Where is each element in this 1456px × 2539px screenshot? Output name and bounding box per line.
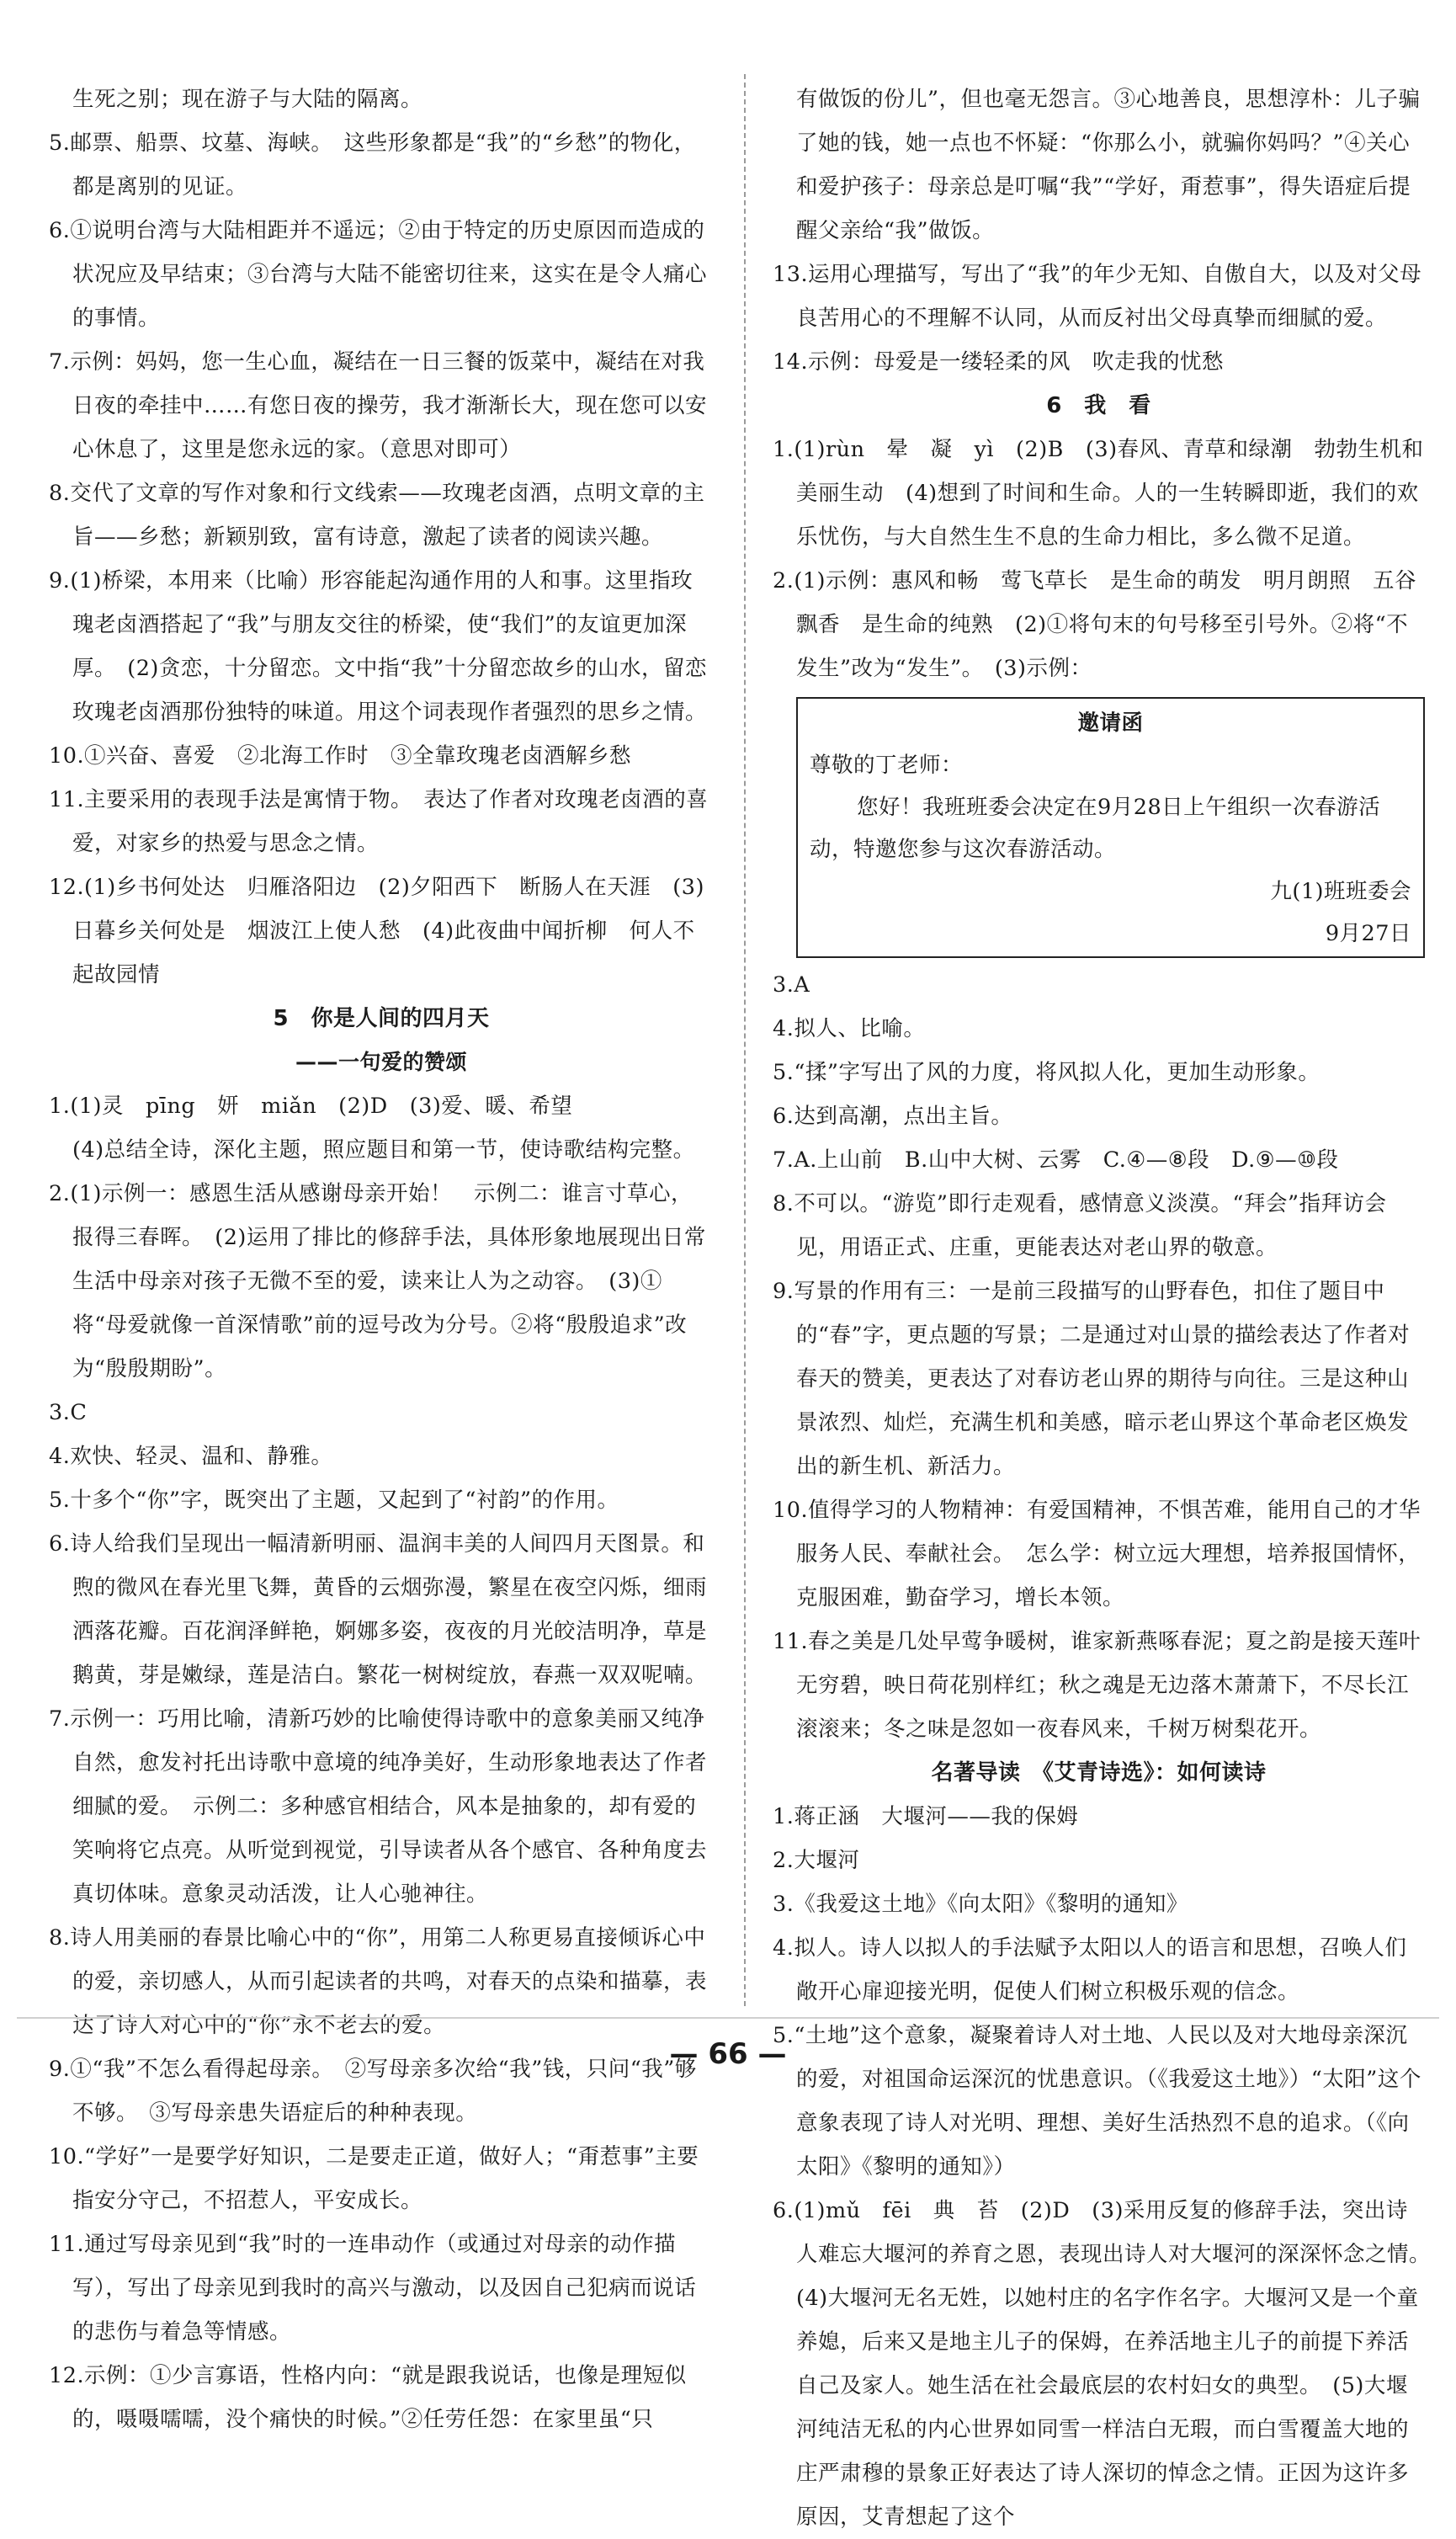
answer-line: 5.“揉”字写出了风的力度，将风拟人化，更加生动形象。 bbox=[773, 1060, 1320, 1085]
answer-line: 6.①说明台湾与大陆相距并不遥远；②由于特定的历史原因而造成的状况应及早结束；③台湾与大陆不能密切往来，这实在是令人痛心的事情。 bbox=[49, 218, 708, 331]
answer-line: 2.(1)示例：惠风和畅 莺飞草长 是生命的萌发 明月朗照 五谷飘香 是生命的纯熟 (2)①将句末的句号移至引号外。②将“不发生”改为“发生”。 (3)示例： bbox=[773, 568, 1416, 681]
answer-line: 4.拟人、比喻。 bbox=[773, 1016, 926, 1041]
section-subheading-5: ——一句爱的赞颂 bbox=[295, 1050, 467, 1074]
answer-line: 11.春之美是几处早莺争暖树，谁家新燕啄春泥；夏之韵是接天莲叶无穷碧，映日荷花别样红；秋之魂是无边落木萧萧下，不尽长江滚滚来；冬之味是忽如一夜春风来，千树万树梨花开。 bbox=[773, 1629, 1421, 1742]
answer-line: 3.C bbox=[49, 1400, 88, 1425]
answer-line: 4.拟人。诗人以拟人的手法赋予太阳以人的语言和思想，召唤人们敞开心扉迎接光明，促使人们树立积极乐观的信念。 bbox=[773, 1935, 1407, 2004]
answer-line: 有做饭的份儿”，但也毫无怨言。③心地善良，思想淳朴：儿子骗了她的钱，她一点也不怀疑：“你那么小，就骗你妈吗？”④关心和爱护孩子：母亲总是叮嘱“我”“学好，甭惹事”，得失语症后提醒父亲给“我”做饭。 bbox=[796, 87, 1421, 243]
answer-line: 1.(1)灵 pīng 妍 miǎn (2)D (3)爱、暖、希望 bbox=[49, 1094, 573, 1119]
answer-line: 生死之别；现在游子与大陆的隔离。 bbox=[72, 87, 423, 112]
answer-line: 6.(1)mǔ fēi 典 苔 (2)D (3)采用反复的修辞手法，突出诗人难忘大堰河的养育之恩，表现出诗人对大堰河的深深怀念之情。 (4)大堰河无名无姓，以她村庄的名字作名字。大堰河又是一个童养媳，后来又是地主儿子的保姆，在养活地主儿子的前提下养活自己及家人。她生活在社会最底层的农村妇女的典型。 (5)大堰河纯洁无私的内心世界如同雪一样洁白无瑕，而白雪覆盖大地的庄严肃穆的景象正好表达了诗人深切的悼念之情。正因为这许多原因，艾青想起了这个 bbox=[773, 2198, 1443, 2530]
answer-line: 7.示例：妈妈，您一生心血，凝结在一日三餐的饭菜中，凝结在对我日夜的牵挂中……有您日夜的操劳，我才渐渐长大，现在您可以安心休息了，这里是您永远的家。（意思对即可） bbox=[49, 349, 708, 462]
section-heading-reading-guide: 名著导读 《艾青诗选》：如何读诗 bbox=[931, 1760, 1267, 1786]
answer-line: 7.示例一：巧用比喻，清新巧妙的比喻使得诗歌中的意象美丽又纯净自然，愈发衬托出诗歌中意境的纯净美好，生动形象地表达了作者细腻的爱。 示例二：多种感官相结合，风本是抽象的，却有爱的笑响将它点亮。从听觉到视觉，引导读者从各个感官、各种角度去真切体味。意象灵动活泼，让人心驰神往。 bbox=[49, 1706, 708, 1907]
left-answers-section-5 bbox=[49, 1084, 714, 2441]
answer-line: 1.蒋正涵 大堰河——我的保姆 bbox=[773, 1804, 1079, 1829]
answer-line: 9.写景的作用有三：一是前三段描写的山野春色，扣住了题目中的“春”字，更点题的写景；二是通过对山景的描绘表达了作者对春天的赞美，更表达了对春访老山界的期待与向往。三是这种山景浓烈、灿烂，充满生机和美感，暗示老山界这个革命老区焕发出的新生机、新活力。 bbox=[773, 1279, 1411, 1479]
answer-line: 5.“土地”这个意象，凝聚着诗人对土地、人民以及对大地母亲深沉的爱，对祖国命运深沉的忧患意识。（《我爱这土地》）“太阳”这个意象表现了诗人对光明、理想、美好生活热烈不息的追求。（《向太阳》《黎明的通知》） bbox=[773, 2023, 1421, 2180]
page-number: — 66 — bbox=[669, 2037, 787, 2071]
answer-line: 2.大堰河 bbox=[773, 1848, 860, 1873]
answer-line: 14.示例：母爱是一缕轻柔的风 吹走我的忧愁 bbox=[773, 349, 1225, 375]
right-answers-reading-guide bbox=[773, 1795, 1443, 2539]
answer-line: 8.不可以。“游览”即行走观看，感情意义淡漠。“拜会”指拜访会见，用语正式、庄重，更能表达对老山界的敬意。 bbox=[773, 1191, 1387, 1260]
right-answers-section-6 bbox=[773, 428, 1425, 690]
answer-line: 7.A.上山前 B.山中大树、云雾 C.④—⑧段 D.⑨—⑩段 bbox=[773, 1147, 1339, 1173]
answer-line: 9.(1)桥梁，本用来（比喻）形容能起沟通作用的人和事。这里指玫瑰老卤酒搭起了“我”与朋友交往的桥梁，使“我们”的友谊更加深厚。 (2)贪恋，十分留恋。文中指“我”十分留恋故乡的山水，留恋玫瑰老卤酒那份独特的味道。用这个词表现作者强烈的思乡之情。 bbox=[49, 568, 708, 725]
footer-rule bbox=[17, 2017, 1439, 2019]
answer-line: 10.值得学习的人物精神：有爱国精神，不惧苦难，能用自己的才华服务人民、奉献社会。 怎么学：树立远大理想，培养报国情怀，克服困难，勤奋学习，增长本领。 bbox=[773, 1498, 1421, 1610]
answer-line: 12.(1)乡书何处达 归雁洛阳边 (2)夕阳西下 断肠人在天涯 (3)日暮乡关何处是 烟波江上使人愁 (4)此夜曲中闻折柳 何人不起故园情 bbox=[49, 875, 704, 987]
left-column bbox=[49, 77, 714, 2441]
answer-line: 11.通过写母亲见到“我”时的一连串动作（或通过对母亲的动作描写），写出了母亲见到我时的高兴与激动，以及因自己犯病而说话的悲伤与着急等情感。 bbox=[49, 2232, 697, 2345]
invitation-date: 9月27日 bbox=[1325, 921, 1411, 946]
invitation-title: 邀请函 bbox=[1077, 711, 1144, 736]
right-answers-continued bbox=[773, 77, 1425, 384]
invitation-greeting: 尊敬的丁老师： bbox=[810, 753, 964, 778]
answer-line: 3.A bbox=[773, 972, 810, 998]
answer-line: 5.十多个“你”字，既突出了主题，又起到了“衬韵”的作用。 bbox=[49, 1488, 619, 1513]
answer-line: 12.示例：①少言寡语，性格内向：“就是跟我说话，也像是理短似的，嗫嗫嚅嚅，没个痛快的时候。”②任劳任怨：在家里虽“只 bbox=[49, 2363, 687, 2432]
answer-line: 10.“学好”一是要学好知识，二是要走正道，做好人；“甭惹事”主要指安分守己，不招惹人，平安成长。 bbox=[49, 2144, 699, 2213]
column-divider bbox=[744, 74, 746, 2006]
answer-line: (4)总结全诗，深化主题，照应题目和第一节，使诗歌结构完整。 bbox=[72, 1137, 695, 1163]
answer-line: 3.《我爱这土地》《向太阳》《黎明的通知》 bbox=[773, 1892, 1188, 1917]
answer-line: 2.(1)示例一：感恩生活从感谢母亲开始！ 示例二：谁言寸草心，报得三春晖。 (2)运用了排比的修辞手法，具体形象地展现出日常生活中母亲对孩子无微不至的爱，读来让人为之动容。 (3)①将“母爱就像一首深情歌”前的逗号改为分号。②将“殷殷追求”改为“殷殷期盼”。 bbox=[49, 1181, 706, 1381]
right-column bbox=[773, 77, 1443, 2539]
invitation-body: 您好！我班班委会决定在9月28日上午组织一次春游活动，特邀您参与这次春游活动。 bbox=[810, 795, 1381, 862]
left-answers-section-4 bbox=[49, 77, 714, 997]
answer-line: 13.运用心理描写，写出了“我”的年少无知、自傲自大，以及对父母良苦用心的不理解不认同，从而反衬出父母真挚而细腻的爱。 bbox=[773, 262, 1422, 331]
invitation-signer: 九(1)班班委会 bbox=[1270, 879, 1411, 904]
answer-line: 10.①兴奋、喜爱 ②北海工作时 ③全靠玫瑰老卤酒解乡愁 bbox=[49, 743, 632, 769]
section-heading-5: 5 你是人间的四月天 bbox=[273, 1006, 490, 1031]
invitation-letter-box bbox=[796, 697, 1425, 958]
section-heading-6: 6 我 看 bbox=[1046, 393, 1151, 418]
right-answers-section-6b bbox=[773, 963, 1425, 1751]
answer-line: 1.(1)rùn 晕 凝 yì (2)B (3)春风、青草和绿潮 勃勃生机和美丽生动 (4)想到了时间和生命。人的一生转瞬即逝，我们的欢乐忧伤，与大自然生生不息的生命力相比，多么微不足道。 bbox=[773, 437, 1424, 550]
answer-line: 6.诗人给我们呈现出一幅清新明丽、温润丰美的人间四月天图景。和煦的微风在春光里飞舞，黄昏的云烟弥漫，繁星在夜空闪烁，细雨洒落花瓣。百花润泽鲜艳，婀娜多姿，夜夜的月光皎洁明净，草是鹅黄，芽是嫩绿，莲是洁白。繁花一树树绽放，春燕一双双呢喃。 bbox=[49, 1531, 708, 1688]
answer-line: 8.交代了文章的写作对象和行文线索——玫瑰老卤酒，点明文章的主旨——乡愁；新颖别致，富有诗意，激起了读者的阅读兴趣。 bbox=[49, 481, 705, 550]
answer-line: 5.邮票、船票、坟墓、海峡。 这些形象都是“我”的“乡愁”的物化，都是离别的见证。 bbox=[49, 130, 696, 200]
answer-line: 9.①“我”不怎么看得起母亲。 ②写母亲多次给“我”钱，只问“我”够不够。 ③写母亲患失语症后的种种表现。 bbox=[49, 2057, 697, 2126]
answer-line: 4.欢快、轻灵、温和、静雅。 bbox=[49, 1444, 333, 1469]
answer-line: 11.主要采用的表现手法是寓情于物。 表达了作者对玫瑰老卤酒的喜爱，对家乡的热爱与思念之情。 bbox=[49, 787, 709, 856]
answer-line: 8.诗人用美丽的春景比喻心中的“你”，用第二人称更易直接倾诉心中的爱，亲切感人，从而引起读者的共鸣，对春天的点染和描摹，表达了诗人对心中的“你”永不老去的爱。 bbox=[49, 1925, 708, 2038]
answer-line: 6.达到高潮，点出主旨。 bbox=[773, 1104, 1013, 1129]
